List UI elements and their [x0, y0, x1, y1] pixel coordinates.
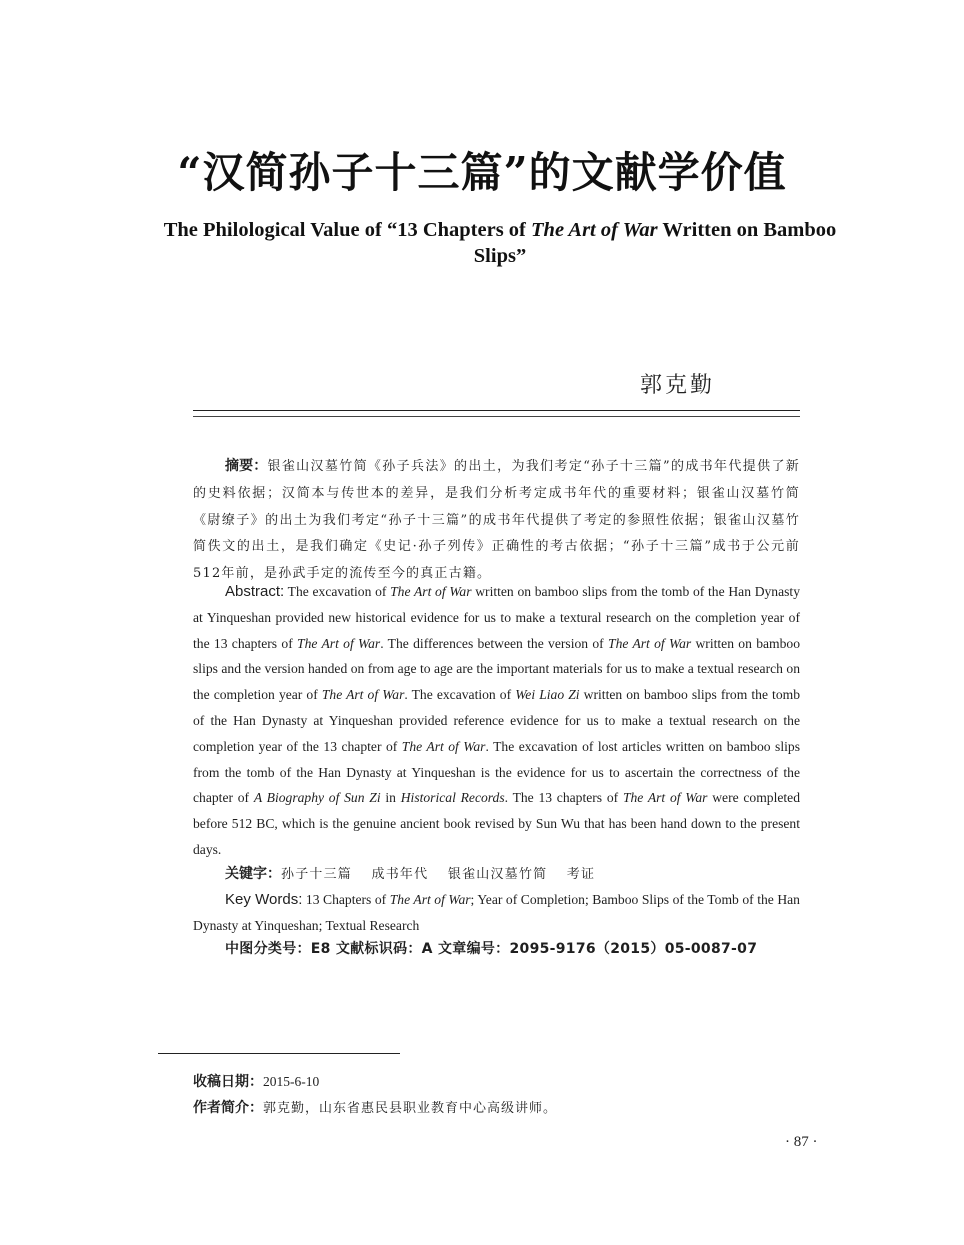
footnote-received-value: 2015-6-10 — [263, 1074, 320, 1089]
abstract-italic: Historical Records — [400, 790, 505, 806]
abstract-italic: The Art of War — [608, 635, 692, 651]
abstract-italic: The Art of War — [297, 635, 381, 651]
abstract-italic: The Art of War — [321, 687, 405, 703]
abstract-text: . The 13 chapters of — [504, 790, 623, 806]
footnote-received-label: 收稿日期： — [193, 1074, 263, 1090]
abstract-chinese-text: 银雀山汉墓竹简《孙子兵法》的出土，为我们考定“孙子十三篇”的成书年代提供了新的史料依据；汉简本与传世本的差异，是我们分析考定成书年代的重要材料；银雀山汉墓竹简《尉缭子》的出土为我们考定“孙子十三篇”的成书年代提供了考定的参照性依据；银雀山汉墓竹简佚文的出土，是我们确定《史记·孙子列传》正确性的考古依据；“孙子十三篇”成书于公元前512年前，是孙武手定的流传至今的真正古籍。 — [193, 459, 800, 582]
abstract-italic: The Art of War — [622, 790, 708, 806]
footnote-author-bio — [193, 1097, 557, 1117]
abstract-text: written on bamboo slips from the tomb of the Han Dynasty at Yinqueshan provided reference evidence for us to make a textual research on the completion year of the 13 chapter of — [193, 687, 801, 754]
abstract-chinese-label: 摘要： — [225, 458, 268, 474]
author-name: 郭克勤 — [640, 373, 716, 398]
keywords-english-label: Key Words: — [225, 891, 303, 908]
classification-line: 中图分类号：E8 文献标识码：A 文章编号：2095-9176（2015）05-0087-07 — [225, 941, 758, 957]
abstract-italic: Wei Liao Zi — [515, 687, 580, 703]
keywords-chinese — [193, 861, 800, 888]
title-english-part2: Written on Bamboo Slips” — [473, 219, 837, 267]
abstract-text: . The excavation of lost articles written on bamboo slips from the tomb of the Han Dynasty at Yinqueshan is the evidence for us to ascertain the correctness of the chapter of — [193, 738, 800, 806]
footnote-received-date — [193, 1071, 319, 1091]
abstract-text: written on bamboo slips from the tomb of the Han Dynasty at Yinqueshan provided new historical evidence for us to make a textural research on the completion year of the 13 chapters of — [193, 584, 801, 651]
abstract-english — [193, 579, 800, 863]
page-number: · 87 · — [785, 1134, 818, 1150]
footnote-author-value: 郭克勤，山东省惠民县职业教育中心高级讲师。 — [263, 1101, 558, 1116]
keywords-text: ; Year of Completion; Bamboo Slips of the Tomb of the Han Dynasty at Yinqueshan; Textual Research — [193, 892, 800, 933]
keywords-chinese-label: 关键字： — [225, 866, 281, 882]
keywords-chinese-text: 孙子十三篇 成书年代 银雀山汉墓竹简 考证 — [281, 867, 596, 882]
abstract-text: The excavation of — [284, 584, 391, 599]
abstract-text: . The differences between the version of — [380, 635, 609, 651]
abstract-text: in — [380, 790, 401, 806]
title-english-italic: The Art of War — [531, 219, 658, 241]
title-english-part1: The Philological Value of “13 Chapters of — [163, 219, 532, 241]
abstract-text: . The excavation of — [404, 687, 516, 703]
abstract-italic: A Biography of Sun Zi — [253, 790, 381, 806]
footnote-author-label: 作者简介： — [193, 1100, 263, 1116]
abstract-italic: The Art of War — [390, 584, 472, 599]
abstract-text: were completed before 512 BC, which is the genuine ancient book revised by Sun Wu that has been hand down to the present days. — [193, 790, 801, 857]
header-rule-thin — [193, 416, 800, 417]
keywords-italic: The Art of War — [389, 892, 471, 907]
keywords-english — [193, 887, 800, 939]
keywords-text: 13 Chapters of — [302, 892, 390, 907]
abstract-chinese — [193, 453, 800, 587]
abstract-text: written on bamboo slips and the version handed on from age to age are the important materials for us to make a textual research on the completion year of — [193, 635, 800, 703]
footnote-rule — [158, 1053, 400, 1054]
abstract-italic: The Art of War — [401, 738, 486, 754]
header-rule-thick — [193, 410, 800, 411]
title-chinese: “汉简孙子十三篇”的文献学价值 — [177, 148, 787, 197]
abstract-english-label: Abstract: — [225, 583, 285, 600]
title-english — [150, 217, 850, 269]
